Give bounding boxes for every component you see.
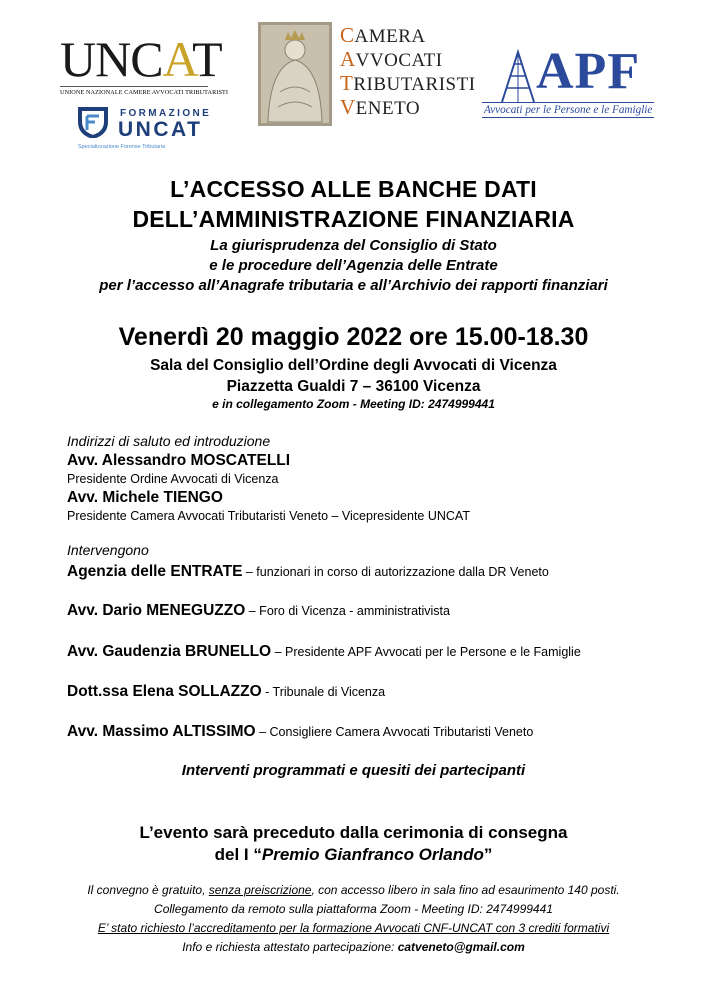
subtitle: La giurisprudenza del Consiglio di Stato e le procedure dell’Agenzia delle Entrate per l’accesso all’Anagrafe tributaria e all’Archivio dei rapporti finanziari — [99, 237, 608, 294]
formazione-spec-label: Specializzazione Forense Tributaria — [78, 144, 166, 150]
greetings-label: Indirizzi di saluto ed introduzione — [67, 433, 271, 449]
formazione-uncat-label: UNCAT — [118, 118, 203, 141]
speaker-row: Avv. Massimo ALTISSIMO – Consigliere Camera Avvocati Tributaristi Veneto — [67, 723, 534, 740]
camera-avvocati-logo-text: CAMERA AVVOCATI TRIBUTARISTI VENETO — [340, 23, 476, 119]
speaker-role: Presidente Ordine Avvocati di Vicenza — [67, 472, 279, 486]
speaker-name: Avv. Alessandro MOSCATELLI — [67, 452, 291, 469]
apf-wordmark: APF — [536, 43, 641, 100]
formazione-label: FORMAZIONE — [120, 108, 212, 119]
event-date: Venerdì 20 maggio 2022 ore 15.00-18.30 — [118, 323, 589, 351]
uncat-logo-subtitle: UNIONE NAZIONALE CAMERE AVVOCATI TRIBUTARISTI — [60, 86, 208, 96]
speakers-label: Intervengono — [67, 542, 149, 558]
speaker-name: Avv. Michele TIENGO — [67, 489, 223, 506]
program-note: Interventi programmati e quesiti dei partecipanti — [181, 762, 526, 779]
shield-icon — [78, 106, 108, 138]
speaker-row: Dott.ssa Elena SOLLAZZO - Tribunale di Vicenza — [67, 683, 386, 700]
uncat-wordmark: UNCAT — [60, 31, 222, 87]
contact-email: catveneto@gmail.com — [397, 940, 525, 954]
speaker-row: Avv. Gaudenzia BRUNELLO – Presidente APF Avvocati per le Persone e le Famiglie — [67, 643, 581, 660]
page-title: L’ACCESSO ALLE BANCHE DATI DELL’AMMINISTRAZIONE FINANZIARIA — [132, 176, 575, 232]
uncat-logo — [60, 31, 229, 98]
speaker-row: Avv. Dario MENEGUZZO – Foro di Vicenza - amministrativista — [67, 602, 450, 619]
footer-info: Il convegno è gratuito, senza preiscrizione, con accesso libero in sala fino ad esaurimento 140 posti. Collegamento da remoto sulla piattaforma Zoom - Meeting ID: 2474999441 E’ stato richiesto l’accreditamento per la formazione Avvocati CNF-UNCAT con 3 crediti formativi Info e richiesta attestato partecipazione: catveneto@gmail.com — [87, 883, 620, 954]
speaker-role: Presidente Camera Avvocati Tributaristi Veneto – Vicepresidente UNCAT — [67, 509, 470, 523]
madonna-painting-image — [258, 22, 332, 126]
formazione-uncat-logo — [78, 106, 228, 152]
apf-logo — [474, 43, 656, 126]
speaker-row: Agenzia delle ENTRATE – funzionari in corso di autorizzazione dalla DR Veneto — [67, 563, 549, 580]
venue: Sala del Consiglio dell’Ordine degli Avvocati di Vicenza Piazzetta Gualdi 7 – 36100 Vicenza — [150, 357, 557, 395]
zoom-info: e in collegamento Zoom - Meeting ID: 2474999441 — [212, 397, 495, 411]
ceremony-note: L’evento sarà preceduto dalla cerimonia di consegna del I “Premio Gianfranco Orlando” — [139, 823, 568, 864]
apf-logo-subtitle: Avvocati per le Persone e le Famiglie — [484, 104, 653, 116]
